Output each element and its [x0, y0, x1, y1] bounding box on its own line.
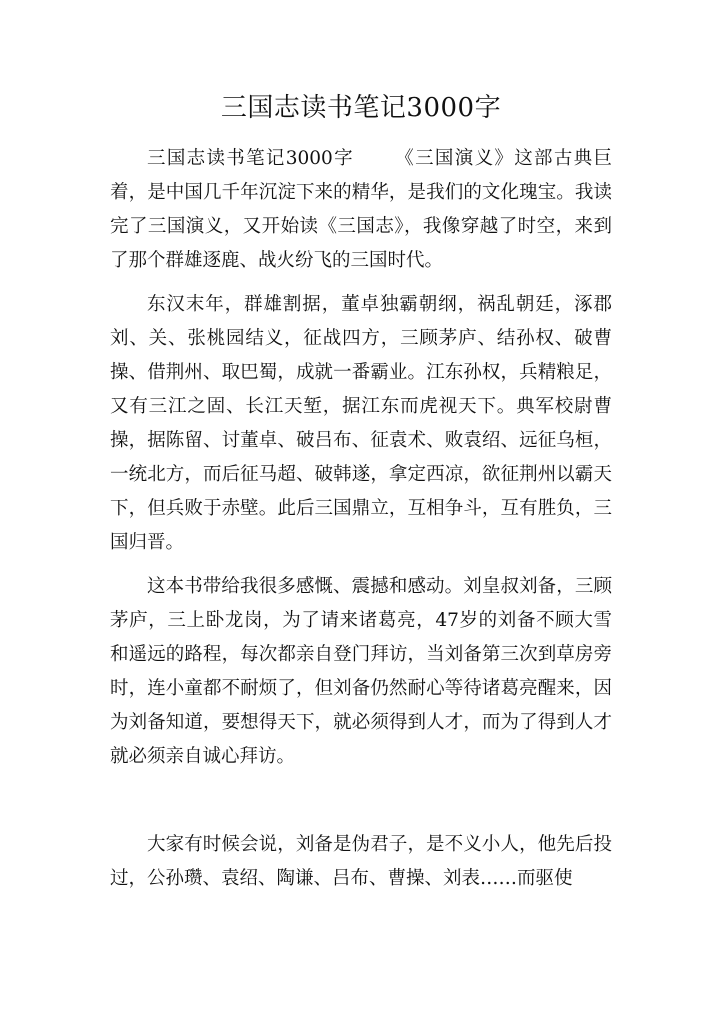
paragraph-intro: [110, 142, 612, 278]
paragraph-history: 东汉末年，群雄割据，董卓独霸朝纲，祸乱朝廷，涿郡刘、关、张桃园结义，征战四方，三顾茅庐、结孙权、破曹操、借荆州、取巴蜀，成就一番霸业。江东孙权，兵精粮足，又有三江之固、长江天堑，据江东而虎视天下。典军校尉曹操，据陈留、讨董卓、破吕布、征袁术、败袁绍、远征乌桓，一统北方，而后征马超、破韩遂，拿定西凉，欲征荆州以霸天下，但兵败于赤壁。此后三国鼎立，互相争斗，互有胜负，三国归晋。: [110, 294, 612, 553]
paragraph-intro-body: 《三国演义》这部古典巨着，是中国几千年沉淀下来的精华，是我们的文化瑰宝。我读完了三国演义，又开始读《三国志》，我像穿越了时空，来到了那个群雄逐鹿、战火纷飞的三国时代。: [110, 148, 612, 271]
paragraph-intro-lead: 三国志读书笔记3000字: [147, 148, 354, 169]
document-title: 三国志读书笔记3000字: [220, 93, 502, 123]
paragraph-opinion: 大家有时候会说，刘备是伪君子，是不义小人，他先后投过，公孙瓒、袁绍、陶谦、吕布、曹操、刘表……而驱使: [110, 834, 612, 889]
paragraph-liu-bei: 这本书带给我很多感慨、震撼和感动。刘皇叔刘备，三顾茅庐，三上卧龙岗，为了请来诸葛亮，47岁的刘备不顾大雪和遥远的路程，每次都亲自登门拜访，当刘备第三次到草房旁时，连小童都不耐烦了，但刘备仍然耐心等待诸葛亮醒来，因为刘备知道，要想得天下，就必须得到人才，而为了得到人才就必须亲自诚心拜访。: [110, 576, 612, 767]
